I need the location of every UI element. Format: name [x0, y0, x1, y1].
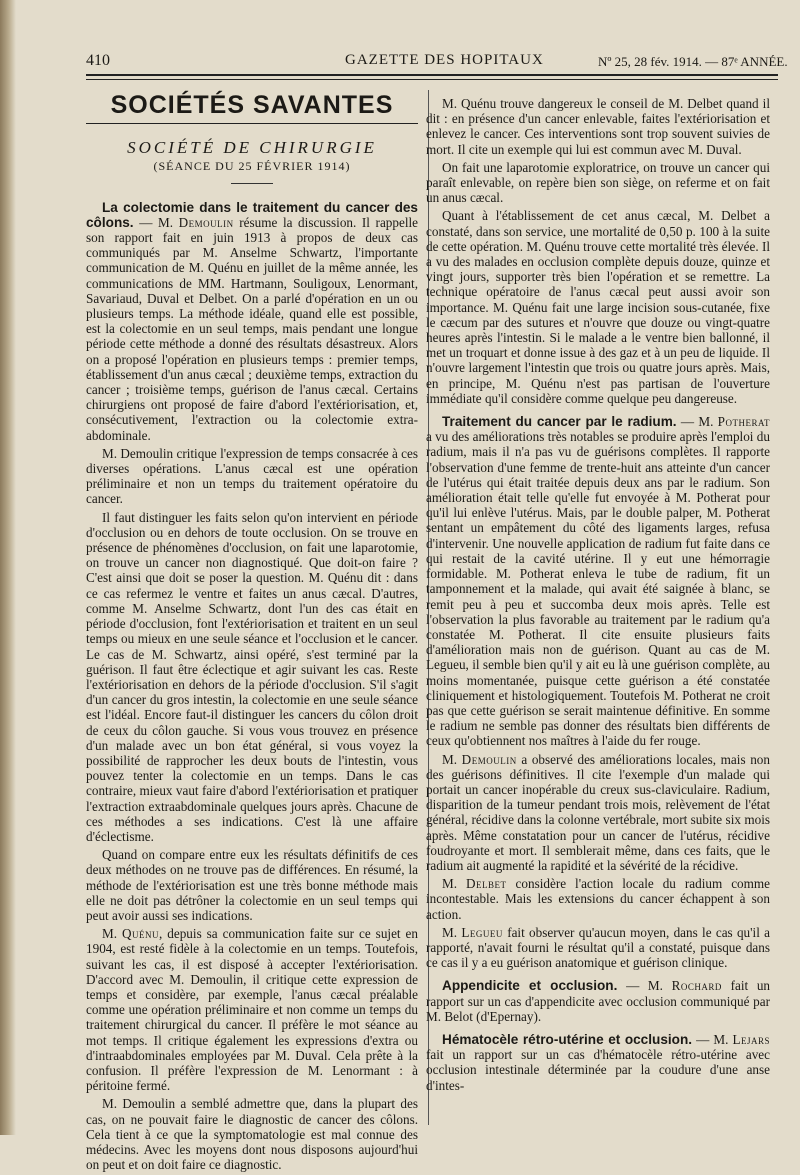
speaker-prefix: M.	[442, 751, 458, 767]
paragraph: M. Demoulin critique l'expression de temps consacrée à ces diverses opérations. L'anus cæcal est une opération préliminaire et non un temps du traitement opératoire du cancer.	[86, 445, 418, 507]
paragraph-text: fait observer qu'aucun moyen, dans le cas qu'il a rapporté, n'avait fourni le résultat qu'il a constaté, puisque dans ce cas il y a eu guérison anatomique et guérison clinique.	[426, 924, 771, 971]
speaker-prefix: — M.	[626, 978, 663, 994]
session-date: (SÉANCE DU 25 FÉVRIER 1914)	[153, 159, 351, 174]
header-rule-thin	[86, 79, 778, 80]
speaker-prefix: — M.	[139, 214, 174, 230]
paragraph: M. Demoulin a semblé admettre que, dans la plupart des cas, on ne pouvait faire le diagnostic de cancer des côlons. Cela tient à ce que la symptomatologie est mal connue des médecins. Avec les moyens dont nous disposons aujourd'hui on peut et on doit faire ce diagnostic.	[86, 1096, 418, 1173]
speaker-prefix: M.	[102, 926, 118, 942]
article-heading: Appendicite et occlusion.	[442, 978, 618, 994]
article-heading: La colectomie dans le traitement du cancer des côlons.	[86, 199, 418, 230]
paragraph: M. Quénu trouve dangereux le conseil de M. Delbet quand il dit : en présence d'un cancer enlevable, faites l'extériorisation et enlevez le cancer. Ces interventions sont trop souvent suivies de mort. Il cite un exemple qui lui est commun avec M. Duval.	[426, 96, 770, 157]
speaker-prefix: — M.	[696, 1031, 729, 1047]
paragraph: Quand on compare entre eux les résultats définitifs de ces deux méthodes on ne trouve pas de différences. En résumé, la méthode de l'extériorisation est une très bonne méthode mais elle ne doit pas détrôner la colectomie en un seul temps qui peut avoir aussi ses indications.	[86, 847, 418, 923]
section-title-rule	[86, 123, 418, 124]
speaker-name: Legueu	[461, 924, 503, 940]
paragraph-text: , depuis sa communication faite sur ce sujet en 1904, est resté fidèle à la colectomie en un temps. Toutefois, suivant les cas, il est disposé à accepter l'extériorisation. D'accord avec M. Demoulin, il critique cette expression de temps et considère, par exemple, l'anus cæcal préalable comme une opération préliminaire et non comme un temps du traitement chirurgical du cancer. Il préfère le mot séance au mot temps. Il critique également les expressions d'extra ou d'intraabdominales employées par M. Duval. Cela prête à la confusion. Il préfère l'expression de M. Lenormant : à péritoine fermé.	[86, 926, 418, 1094]
speaker-name: Demoulin	[178, 214, 234, 230]
article-heading: Traitement du cancer par le radium.	[442, 414, 677, 430]
paragraph: Quant à l'établissement de cet anus cæcal, M. Delbet a constaté, dans son service, une mortalité de 0,50 p. 100 à la suite de cette opération. M. Quénu trouve cette mortalité très élevée. Il a vu des malades en occlusion complète depuis douze, quinze et vingt jours, supporter très bien l'opération et se remettre. La technique opératoire de l'anus cæcal peut aussi avoir son importance. M. Quénu fait une large incision sous-cutanée, fixe le cæcum par des sutures et n'ouvre que douze ou vingt-quatre heures après l'intestin. Si le malade a le ventre bien ballonné, il met un troquart et donne issue à des gaz et à un peu de liquide. Il n'ouvre largement l'intestin que trois ou quatre jours après. Mais, en principe, M. Quénu n'est pas partisan de l'ouverture immédiate qu'il considère comme quelque peu dangereuse.	[426, 208, 770, 406]
article-radium	[426, 414, 770, 748]
article-colectomie-intro	[86, 200, 418, 443]
paragraph-delbet	[426, 876, 770, 922]
speaker-prefix: M.	[442, 924, 458, 940]
header-rule	[86, 74, 778, 76]
page-binding-edge	[0, 0, 16, 1135]
section-title: SOCIÉTÉS SAVANTES	[110, 91, 394, 119]
journal-title: GAZETTE DES HOPITAUX	[345, 52, 544, 68]
paragraph-text: considère l'action locale du radium comme incontestable. Mais les extensions du cancer échappent à son action.	[426, 876, 771, 922]
paragraph: Il faut distinguer les faits selon qu'on intervient en période d'occlusion ou en dehors de toute occlusion. On se trouve en présence de phénomènes d'occlusion, on fait une laparotomie, on trouve un cancer non diagnostiqué. Que doit-on faire ? C'est ainsi que doit se poser la question. M. Quénu dit : dans ce cas refermez le ventre et faites un anus cæcal. D'autres, comme M. Anselme Schwartz, dont l'un des cas était en période d'occlusion, font l'extériorisation et traitent en un seul temps ou mieux en une seule séance et l'occlusion et le cancer. Le cas de M. Schwartz, ainsi opéré, s'est terminé par la guérison. Il faut être éclectique et agir suivant les cas. Reste l'extériorisation en dehors de la période d'occlusion. S'il s'agit d'un cancer du gros intestin, la colectomie en une seule séance est l'idéal. Encore faut-il distinguer les cancers du côlon droit de ceux du côlon gauche. Si vous vous trouvez en présence d'un malade avec un bon état général, si vous voyez la possibilité de rapprocher les deux bouts de l'intestin, vous pouvez tenter la colectomie en un temps. Dans le cas contraire, mieux vaut faire d'abord l'extériorisation et pratiquer l'extraction extraabdominale quelques jours après. Chacune de ces méthodes a ses indications. C'est là une affaire d'éclectisme.	[86, 509, 418, 844]
paragraph-text: a vu des améliorations très notables se produire après l'emploi du radium, mais il n'a pas vu de guérisons complètes. Il rapporte l'observation d'une femme de trente-huit ans atteinte d'un cancer de l'utérus qui était traitée depuis deux ans par le radium. Son amélioration était telle qu'elle fut envoyée à M. Potherat pour qu'il lui enlève l'utérus. Mais, par le double palper, M. Potherat sentant un empâtement du côté des ligaments larges, refusa d'intervenir. Une nouvelle application de radium fut faite dans ce qui restait de la cavité utérine. Il y eut une hémorragie formidable. M. Potherat enleva le tube de radium, fit un tamponnement et la malade, qui avait été saignée à blanc, se remit peu à peu et succomba deux mois après. Telle est l'observation la plus favorable au traitement par le radium qu'a constatée M. Potherat. Il cite ensuite plusieurs faits d'amélioration mais non de guérison. Quant au cas de M. Legueu, il semble bien qu'il y ait eu là une guérison complète, au moins momentanée, puisque cette guérison a été constatée cliniquement et histologiquement. Toutefois M. Potherat ne croit pas que cette guérison se serait maintenue définitive. En somme le radium ne semble pas donner des résultats bien différents de ceux qu'obtiennent nos maîtres à l'aide du fer rouge.	[426, 429, 770, 749]
paragraph-legueu	[426, 925, 770, 971]
paragraph-text: a observé des améliorations locales, mais non des guérisons définitives. Il cite l'exemple d'un malade qui portait un cancer inopérable du creux sus-claviculaire. Radium, disparition de la tumeur pendant trois mois, relèvement de l'état général, récidive dans la colonne vertébrale, mort subite six mois après. Même constatation pour un cancer de l'utérus, récidive foudroyante et mort. Il semblerait même, dans ces faits, que le radium ait augmenté la rapidité et la sévérité de la récidive.	[426, 751, 770, 873]
speaker-name: Rochard	[671, 978, 722, 994]
short-divider	[231, 183, 273, 184]
speaker-name: Lejars	[732, 1031, 771, 1047]
speaker-name: Potherat	[717, 414, 770, 430]
paragraph-text: résume la discussion. Il rappelle son rapport fait en juin 1913 à propos de deux cas communiqués par M. Anselme Schwartz, l'importante communication de M. Quénu en juillet de la même année, les communications de MM. Hartmann, Souligoux, Lenormant, Savariaud, Duval et Delbet. On a parlé d'opération en un ou plusieurs temps. La méthode idéale, quand elle est possible, est la colectomie en un seul temps, mais pendant une longue période cette méthode a donné des résultats désastreux. Alors on a proposé l'opération en plusieurs temps : premier temps, établissement d'un anus cæcal ; deuxième temps, extraction du cancer ; troisième temps, guérison de l'anus cæcal. Certains chirurgiens ont proposé de faire d'abord l'extériorisation, et, consécutivement, l'extraction ou la colectomie extra-abdominale.	[86, 214, 419, 443]
speaker-prefix: M.	[442, 876, 458, 892]
left-column	[86, 91, 419, 1175]
paragraph: On fait une laparotomie exploratrice, on trouve un cancer qui paraît enlevable, on repère bien son siège, on referme et on fait un anus cæcal.	[426, 159, 770, 206]
article-appendicite	[426, 978, 770, 1024]
society-name: SOCIÉTÉ DE CHIRURGIE	[127, 138, 377, 158]
issue-info: Nº 25, 28 fév. 1914. — 87ᵉ ANNÉE.	[598, 54, 788, 69]
right-column	[426, 96, 770, 1096]
speaker-name: Demoulin	[461, 751, 517, 767]
speaker-prefix: — M.	[680, 414, 714, 430]
paragraph-text: fait un rapport sur un cas d'appendicite avec occlusion communiqué par M. Belot (d'Epernay).	[426, 978, 771, 1024]
article-heading: Hématocèle rétro-utérine et occlusion.	[442, 1031, 693, 1047]
paragraph-demoulin	[426, 752, 770, 874]
paragraph-text: fait un rapport sur un cas d'hématocèle rétro-utérine avec occlusion intestinale déterminée par la coudure d'une anse d'intes-	[426, 1047, 770, 1093]
page-number: 410	[86, 52, 110, 69]
speaker-name: Quénu	[121, 926, 160, 942]
paragraph-quenu	[86, 926, 418, 1093]
article-hematocele	[426, 1032, 770, 1093]
speaker-name: Delbet	[466, 876, 507, 892]
